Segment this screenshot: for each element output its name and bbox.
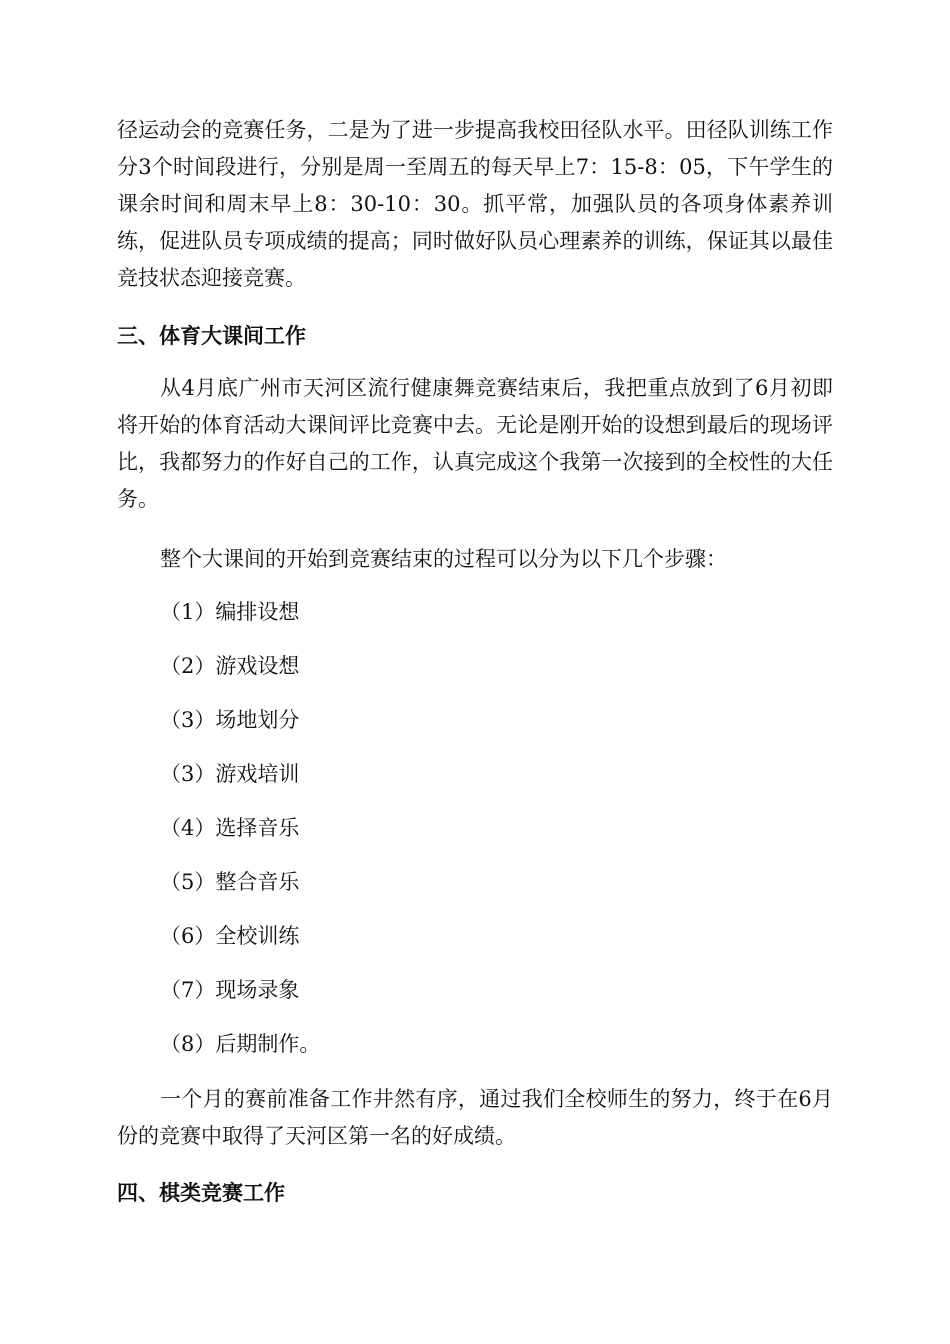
step-item-4: （3）游戏培训 <box>160 762 300 786</box>
section-heading-chess-competition: 四、棋类竞赛工作 <box>117 1181 285 1205</box>
section-heading-big-recess: 三、体育大课间工作 <box>117 324 306 348</box>
paragraph-steps-intro: 整个大课间的开始到竞赛结束的过程可以分为以下几个步骤： <box>160 547 727 571</box>
step-item-5: （4）选择音乐 <box>160 816 300 840</box>
step-item-6: （5）整合音乐 <box>160 870 300 894</box>
paragraph-result: 一个月的赛前准备工作井然有序，通过我们全校师生的努力，终于在6月份的竞赛中取得了天河区第一名的好成绩。 <box>117 1087 833 1148</box>
paragraph-track-team-training: 径运动会的竞赛任务，二是为了进一步提高我校田径队水平。田径队训练工作分3个时间段进行，分别是周一至周五的每天早上7：15-8：05，下午学生的课余时间和周末早上8：30-10：30。抓平常，加强队员的各项身体素养训练，促进队员专项成绩的提高；同时做好队员心理素养的训练，保证其以最佳竞技状态迎接竞赛。 <box>117 118 833 290</box>
step-item-7: （6）全校训练 <box>160 924 300 948</box>
step-item-3: （3）场地划分 <box>160 708 300 732</box>
step-item-2: （2）游戏设想 <box>160 654 300 678</box>
paragraph-big-recess-intro: 从4月底广州市天河区流行健康舞竞赛结束后，我把重点放到了6月初即将开始的体育活动大课间评比竞赛中去。无论是刚开始的设想到最后的现场评比，我都努力的作好自己的工作，认真完成这个我第一次接到的全校性的大任务。 <box>117 376 833 511</box>
step-item-9: （8）后期制作。 <box>160 1032 321 1056</box>
step-item-1: （1）编排设想 <box>160 600 300 624</box>
step-item-8: （7）现场录象 <box>160 978 300 1002</box>
